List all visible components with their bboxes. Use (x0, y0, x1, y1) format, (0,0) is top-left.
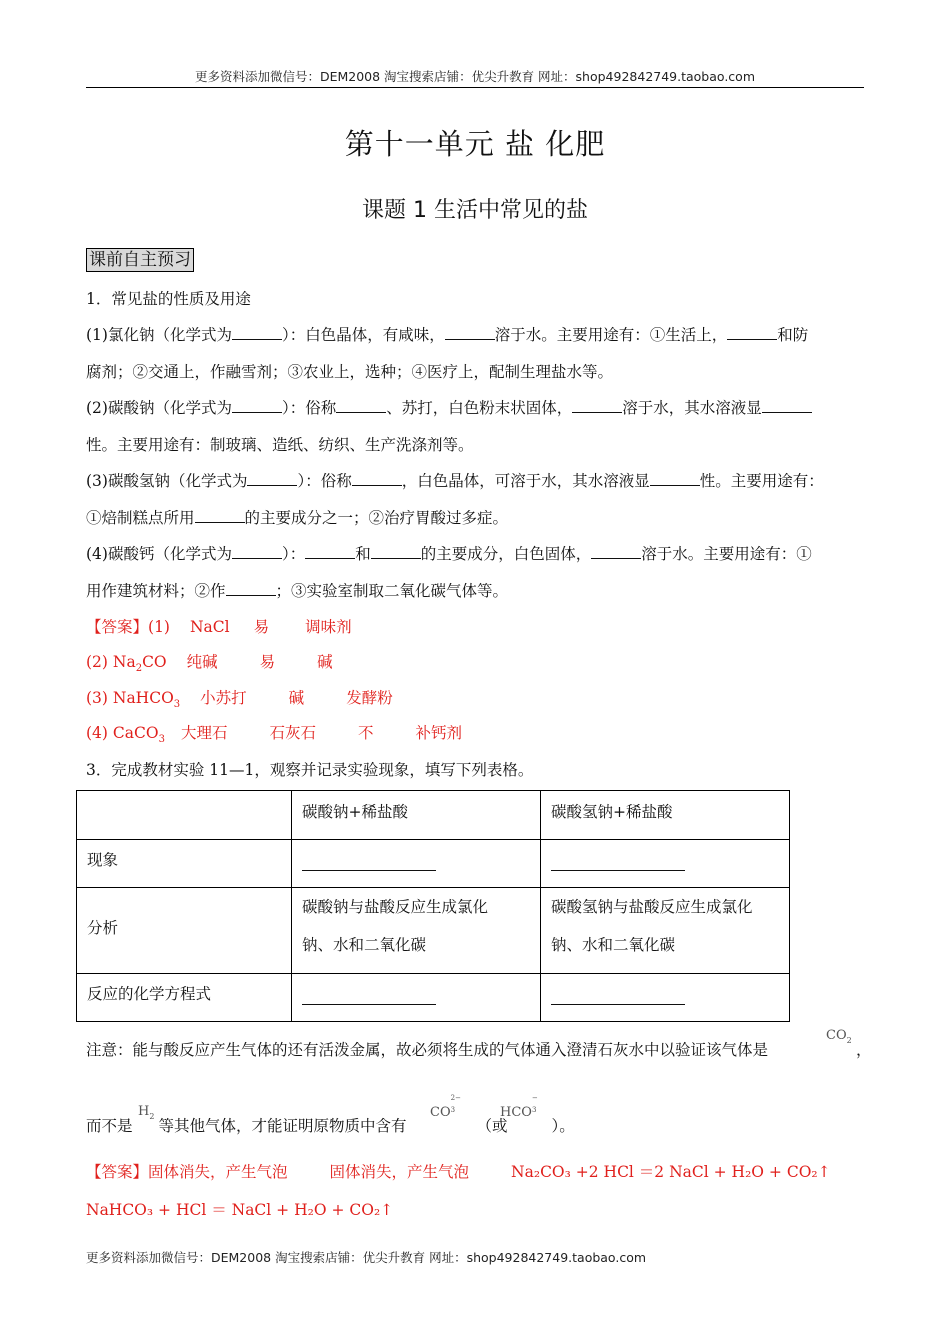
text: 易 (259, 653, 276, 671)
subscript: 2 (135, 663, 143, 675)
text: 发酵粉 (346, 689, 393, 707)
fill-blank[interactable] (650, 471, 700, 486)
text: ，白色晶体，可溶于水，其水溶液显 (401, 472, 650, 490)
text: 碱 (288, 689, 305, 707)
q1-nacl-line2: 腐剂；②交通上，作融雪剂；③农业上，选种；④医疗上，配制生理盐水等。 (86, 363, 614, 381)
text: 的主要成分，白色固体， (420, 545, 592, 563)
text: ）： (281, 545, 306, 563)
answer2-row1 (86, 1162, 831, 1182)
lesson-title: 课题 1 生活中常见的盐 (362, 198, 588, 223)
text: 注意：能与酸反应产生气体的还有活泼金属，故必须将生成的气体通入澄清石灰水中以验证该气体是 (86, 1041, 769, 1059)
table-header-na2co3: 碳酸钠+稀盐酸 (292, 791, 541, 840)
subscript: 3 (158, 734, 165, 746)
fill-blank[interactable] (762, 398, 812, 413)
text: 碱 (317, 653, 333, 671)
table-header-nahco3: 碳酸氢钠+稀盐酸 (541, 791, 790, 840)
page-header: 更多资料添加微信号：DEM2008 淘宝搜索店铺：优尖升教育 网址：shop492842749.taobao.com (194, 69, 756, 84)
table-header-empty (77, 791, 292, 840)
text: ①焙制糕点所用 (86, 509, 195, 527)
unit-title: 第十一单元 盐 化肥 (344, 127, 606, 161)
text: 和防 (777, 326, 809, 344)
text: ）：俗称 (281, 399, 337, 417)
text: 调味剂 (305, 618, 352, 636)
text: (2)碳酸钠（化学式为 (86, 399, 232, 417)
fill-blank[interactable] (727, 325, 777, 340)
text: 的主要成分之一；②治疗胃酸过多症。 (244, 509, 509, 527)
answer-label: 【答案】 (86, 618, 149, 636)
q1-nacl-line1 (86, 325, 808, 345)
text: ）：俗称 (297, 472, 352, 490)
q1-nahco3-line1 (86, 471, 824, 491)
phenomenon-na2co3[interactable] (292, 840, 541, 888)
text: 大理石 (180, 724, 228, 742)
row-label-analysis: 分析 (77, 888, 292, 974)
fill-blank[interactable] (232, 544, 282, 559)
text: 等其他气体，才能证明原物质中含有 (158, 1117, 407, 1135)
answer-label: 【答案】 (86, 1163, 149, 1181)
phenomenon-nahco3[interactable] (541, 840, 790, 888)
q1-caco3-line2 (86, 581, 508, 601)
analysis-na2co3: 碳酸钠与盐酸反应生成氯化 钠、水和二氧化碳 (292, 888, 541, 974)
note-line1 (86, 1040, 768, 1060)
text: 纯碱 (186, 653, 218, 671)
text: ）：白色晶体，有咸味， (281, 326, 445, 344)
row-label-phenomenon: 现象 (77, 840, 292, 888)
text: (4)碳酸钙（化学式为 (86, 545, 232, 563)
fill-blank[interactable] (226, 581, 276, 596)
note-comma: ， (856, 1041, 872, 1059)
text: 溶于水，其水溶液显 (622, 399, 762, 417)
text: 不 (357, 724, 374, 742)
text: (4) CaCO (86, 724, 159, 742)
text: 而不是 (86, 1117, 133, 1135)
text: （或 (476, 1117, 508, 1135)
fill-blank[interactable] (352, 471, 402, 486)
experiment-table (76, 790, 790, 1022)
answer1-row1 (86, 617, 352, 637)
q1-na2co3-line1 (86, 398, 812, 418)
fill-blank[interactable] (232, 325, 282, 340)
co2-formula: $CO_2$ (826, 1028, 852, 1046)
text: 、苏打，白色粉末状固体， (386, 399, 573, 417)
text: ）。 (551, 1117, 575, 1135)
text: (1)氯化钠（化学式为 (86, 326, 232, 344)
page-footer: 更多资料添加微信号：DEM2008 淘宝搜索店铺：优尖升教育 网址：shop492842749.taobao.com (86, 1250, 647, 1265)
q1-nahco3-line2 (86, 508, 508, 528)
fill-blank[interactable] (247, 471, 297, 486)
analysis-nahco3: 碳酸氢钠与盐酸反应生成氯化 钠、水和二氧化碳 (541, 888, 790, 974)
equation-na2co3[interactable] (292, 974, 541, 1022)
text: 溶于水。主要用途有：① (641, 545, 812, 563)
fill-blank[interactable] (232, 398, 282, 413)
fill-blank[interactable] (336, 398, 386, 413)
equation: Na₂CO₃ +2 HCl ＝2 NaCl + H₂O + CO₂↑ (511, 1163, 831, 1181)
fill-blank[interactable] (445, 325, 495, 340)
fill-blank[interactable] (572, 398, 622, 413)
q1-caco3-line1 (86, 544, 812, 564)
text: 溶于水。主要用途有：①生活上， (494, 326, 728, 344)
text: CO (142, 653, 167, 671)
text: 固体消失，产生气泡 (329, 1163, 470, 1181)
text: (1) (148, 618, 170, 636)
answer2-row2: NaHCO₃ + HCl ＝ NaCl + H₂O + CO₂↑ (86, 1201, 394, 1219)
text: 石灰石 (269, 724, 316, 742)
text: (3)碳酸氢钠（化学式为 (86, 472, 248, 490)
h2-formula: $H_2$ (138, 1104, 155, 1122)
subscript: 3 (173, 699, 181, 711)
fill-blank[interactable] (371, 544, 421, 559)
q1-na2co3-line2: 性。主要用途有：制玻璃、造纸、纺织、生产洗涤剂等。 (86, 436, 474, 454)
text: 小苏打 (200, 689, 247, 707)
section-label: 课前自主预习 (86, 248, 194, 272)
text: ；③实验室制取二氧化碳气体等。 (275, 582, 509, 600)
co3-formula: CO 2− 3 (430, 1094, 461, 1120)
text: 用作建筑材料；②作 (86, 582, 226, 600)
text: NaCl (189, 618, 230, 636)
text: 固体消失，产生气泡 (148, 1163, 288, 1181)
fill-blank[interactable] (591, 544, 641, 559)
text: (3) NaHCO (86, 689, 174, 707)
header-rule (86, 87, 864, 88)
text: 易 (253, 618, 270, 636)
text: 补钙剂 (415, 724, 462, 742)
row-label-equation: 反应的化学方程式 (77, 974, 292, 1022)
text: (2) Na (86, 653, 136, 671)
answer1-row4 (86, 723, 462, 750)
equation-nahco3[interactable] (541, 974, 790, 1022)
answer1-row2 (86, 652, 333, 679)
q3-heading: 3．完成教材实验 11—1，观察并记录实验现象，填写下列表格。 (86, 761, 534, 779)
q1-heading: 1．常见盐的性质及用途 (86, 290, 251, 308)
hco3-formula: HCO − 3 (500, 1094, 538, 1120)
text: 性。主要用途有： (699, 472, 824, 490)
text: 和 (355, 545, 371, 563)
fill-blank[interactable] (305, 544, 355, 559)
fill-blank[interactable] (195, 508, 245, 523)
answer1-row3 (86, 688, 393, 715)
